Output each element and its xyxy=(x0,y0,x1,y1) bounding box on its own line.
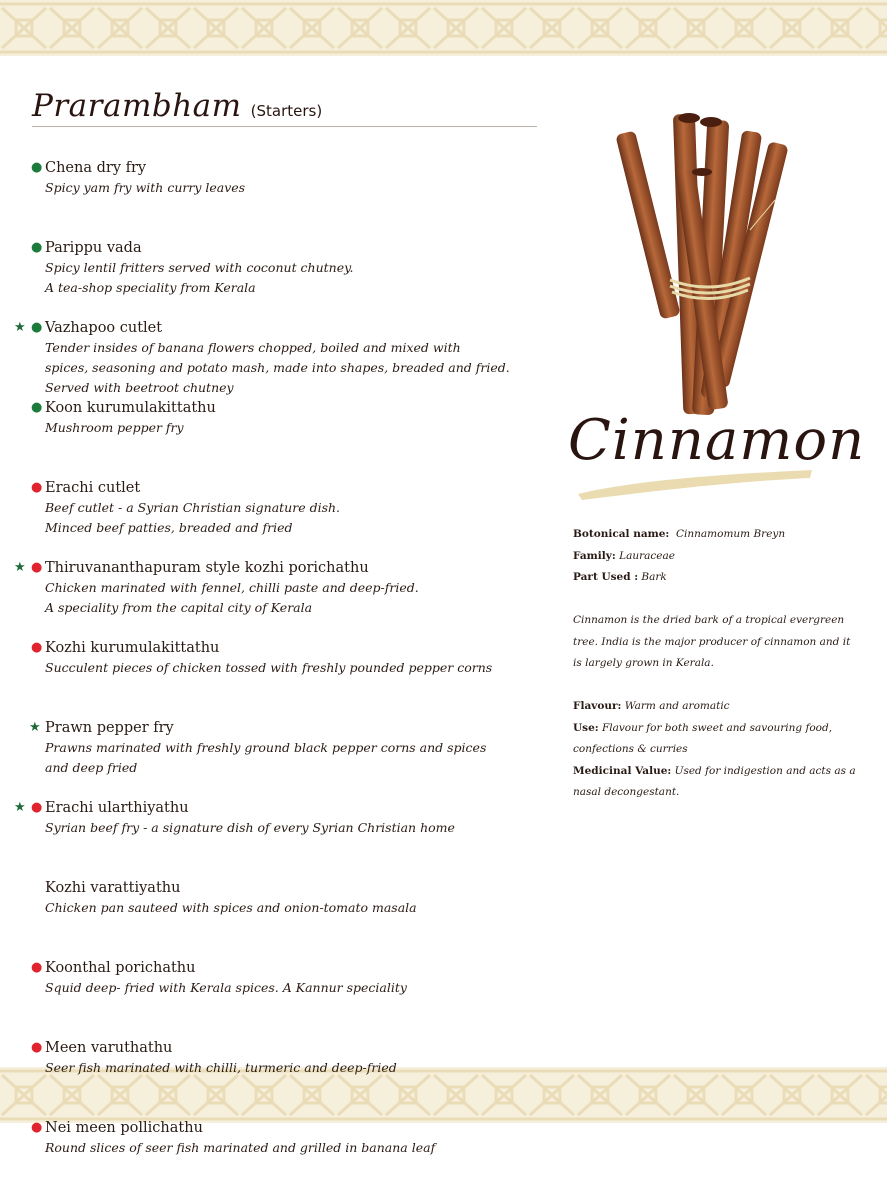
item-markers xyxy=(14,320,44,336)
part-used-label: Part Used : xyxy=(573,571,639,583)
description-line: Chicken pan sauteed with spices and onion-tomato masala xyxy=(45,900,417,915)
menu-item-description xyxy=(45,818,515,838)
non-veg-dot-icon: ● xyxy=(31,1040,43,1055)
menu-item-name: Vazhapoo cutlet xyxy=(45,320,163,336)
menu-item xyxy=(0,238,560,318)
item-markers xyxy=(14,1040,44,1056)
use-label: Use: xyxy=(573,721,599,734)
description-line: A speciality from the capital city of Kerala xyxy=(45,600,313,615)
non-veg-dot-icon: ● xyxy=(31,960,43,975)
menu-item-description xyxy=(45,498,515,538)
item-markers xyxy=(14,240,44,256)
use-row xyxy=(573,718,863,740)
menu-item xyxy=(0,1118,560,1198)
non-veg-dot-icon: ● xyxy=(31,480,43,495)
menu-item-name: Parippu vada xyxy=(45,240,142,256)
description-line: Spicy lentil fritters served with coconut chutney. xyxy=(45,260,354,275)
description-line: Minced beef patties, breaded and fried xyxy=(45,520,293,535)
menu-item-name: Kozhi varattiyathu xyxy=(45,880,181,896)
non-veg-dot-icon: ● xyxy=(31,800,43,815)
family-row xyxy=(573,546,863,568)
description-line: Tender insides of banana flowers chopped, boiled and mixed with xyxy=(45,340,461,355)
medicinal-value: nasal decongestant. xyxy=(573,786,680,798)
cinnamon-sticks-illustration xyxy=(600,100,810,430)
part-used-value: Bark xyxy=(641,571,667,583)
menu-item-description xyxy=(45,658,515,678)
item-markers xyxy=(14,880,44,896)
non-veg-dot-icon: ● xyxy=(31,1120,43,1135)
menu-item-name: Erachi cutlet xyxy=(45,480,141,496)
menu-item-name: Koonthal porichathu xyxy=(45,960,196,976)
family-label: Family: xyxy=(573,549,616,562)
description-line: Prawns marinated with freshly ground black pepper corns and spices xyxy=(45,740,487,755)
menu-item-name: Meen varuthathu xyxy=(45,1040,173,1056)
chef-special-star-icon: ★ xyxy=(14,560,26,575)
non-veg-dot-icon: ● xyxy=(31,640,43,655)
medicinal-row-continued xyxy=(573,782,863,804)
menu-item-description xyxy=(45,578,515,618)
chef-special-star-icon: ★ xyxy=(14,320,26,335)
description-line: is largely grown in Kerala. xyxy=(573,657,714,669)
menu-item xyxy=(0,798,560,878)
menu-item xyxy=(0,478,560,558)
menu-item-description xyxy=(45,178,515,198)
menu-item-description xyxy=(45,1138,515,1158)
item-markers xyxy=(14,800,44,816)
description-line: A tea-shop speciality from Kerala xyxy=(45,280,256,295)
menu-item-description xyxy=(45,738,515,778)
veg-dot-icon: ● xyxy=(31,160,43,175)
section-title xyxy=(32,88,537,127)
starters-menu-list xyxy=(0,158,560,1198)
spice-description xyxy=(573,610,863,675)
menu-item xyxy=(0,638,560,718)
menu-item-description xyxy=(45,1058,515,1078)
flavour-label: Flavour: xyxy=(573,700,622,712)
description-line: tree. India is the major producer of cinnamon and it xyxy=(573,635,851,648)
top-decorative-border xyxy=(0,0,887,56)
medicinal-row xyxy=(573,761,863,783)
item-markers xyxy=(14,1120,44,1136)
item-markers xyxy=(14,400,44,416)
menu-item-name: Erachi ularthiyathu xyxy=(45,800,189,816)
description-line: Chicken marinated with fennel, chilli paste and deep-fried. xyxy=(45,580,419,595)
cinnamon-sticks-icon xyxy=(600,100,810,430)
menu-item-description xyxy=(45,258,515,298)
botanical-name-value: Cinnamomum Breyn xyxy=(676,528,786,540)
item-markers xyxy=(14,640,44,656)
item-markers xyxy=(14,960,44,976)
item-markers xyxy=(14,720,44,736)
description-line: Spicy yam fry with curry leaves xyxy=(45,180,246,195)
description-line: Squid deep- fried with Kerala spices. A Kannur speciality xyxy=(45,980,407,995)
item-markers xyxy=(14,160,44,176)
use-value: Flavour for both sweet and savouring food, xyxy=(601,721,833,734)
use-value: confections & curries xyxy=(573,743,688,755)
menu-item xyxy=(0,958,560,1038)
menu-item xyxy=(0,1038,560,1118)
item-markers xyxy=(14,480,44,496)
description-line: Served with beetroot chutney xyxy=(45,380,234,395)
chef-special-star-icon: ★ xyxy=(29,720,41,735)
menu-item xyxy=(0,158,560,238)
description-line: Syrian beef fry - a signature dish of every Syrian Christian home xyxy=(45,820,455,835)
family-value: Lauraceae xyxy=(619,549,675,562)
spice-info-panel xyxy=(573,524,863,804)
flavour-value: Warm and aromatic xyxy=(624,700,730,712)
chef-special-star-icon: ★ xyxy=(14,800,26,815)
item-markers xyxy=(14,560,44,576)
section-title-sub: (Starters) xyxy=(250,102,323,120)
menu-item xyxy=(0,878,560,958)
menu-item-name: Thiruvananthapuram style kozhi porichathu xyxy=(45,560,369,576)
description-line: Round slices of seer fish marinated and grilled in banana leaf xyxy=(45,1140,436,1155)
menu-item xyxy=(0,558,560,638)
non-veg-dot-icon: ● xyxy=(31,560,43,575)
veg-dot-icon: ● xyxy=(31,320,43,335)
menu-item xyxy=(0,318,560,398)
description-line: Cinnamon is the dried bark of a tropical evergreen xyxy=(573,614,845,626)
botanical-name-label: Botonical name: xyxy=(573,528,670,540)
menu-item-name: Kozhi kurumulakittathu xyxy=(45,640,220,656)
menu-item-name: Prawn pepper fry xyxy=(45,720,174,736)
description-line: and deep fried xyxy=(45,760,138,775)
veg-dot-icon: ● xyxy=(31,240,43,255)
menu-item-name: Koon kurumulakittathu xyxy=(45,400,216,416)
veg-dot-icon: ● xyxy=(31,400,43,415)
menu-item-description xyxy=(45,898,515,918)
medicinal-label: Medicinal Value: xyxy=(573,764,672,777)
menu-item-description xyxy=(45,338,515,398)
menu-item-name: Chena dry fry xyxy=(45,160,147,176)
description-line: Succulent pieces of chicken tossed with freshly pounded pepper corns xyxy=(45,660,493,675)
menu-item-description xyxy=(45,418,515,438)
menu-item xyxy=(0,398,560,478)
menu-item-name: Nei meen pollichathu xyxy=(45,1120,203,1136)
section-title-main: Prarambham xyxy=(32,88,242,124)
description-line: spices, seasoning and potato mash, made into shapes, breaded and fried. xyxy=(45,360,510,375)
menu-item-description xyxy=(45,978,515,998)
menu-item xyxy=(0,718,560,798)
description-line: Seer fish marinated with chilli, turmeric and deep-fried xyxy=(45,1060,397,1075)
part-used-row xyxy=(573,567,863,589)
botanical-name-row xyxy=(573,524,863,546)
spice-title: Cinnamon xyxy=(568,408,866,473)
use-row-continued xyxy=(573,739,863,761)
description-line: Beef cutlet - a Syrian Christian signature dish. xyxy=(45,500,341,515)
brush-swash-icon xyxy=(576,466,816,502)
medicinal-value: Used for indigestion and acts as a xyxy=(674,764,856,777)
tribal-pattern-icon xyxy=(0,0,887,56)
flavour-row xyxy=(573,696,863,718)
spice-title-block xyxy=(568,408,866,498)
description-line: Mushroom pepper fry xyxy=(45,420,184,435)
